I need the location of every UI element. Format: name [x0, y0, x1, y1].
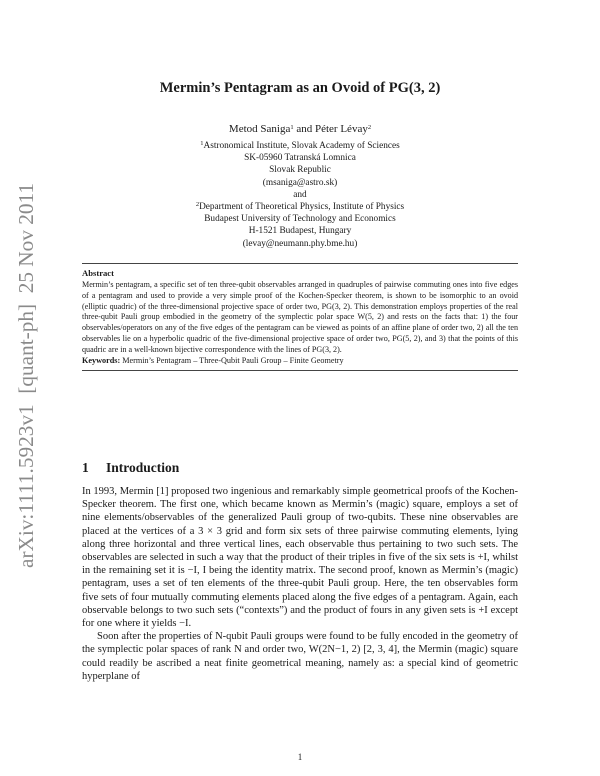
affiliation-marker: 2: [367, 124, 372, 131]
affiliation-line: Budapest University of Technology and Economics: [204, 214, 396, 225]
affiliation-marker: 1: [200, 140, 204, 147]
affiliation-line: Astronomical Institute, Slovak Academy of Sciences: [203, 141, 400, 151]
affiliation-line: Slovak Republic: [269, 165, 331, 176]
keywords-label: Keywords:: [82, 356, 121, 365]
paragraph: Soon after the properties of N-qubit Pauli groups were found to be fully encoded in the geometry of the symplectic polar spaces of rank N and order two, W(2N−1, 2) [2, 3, 4], the Mermin (magic) square could readily be ascribed a neat finite geometrical meaning, namely as: a special kind of geometric hyperplane of: [82, 631, 518, 682]
section-number: 1: [82, 460, 89, 475]
author-email[interactable]: (msaniga@astro.sk): [262, 177, 338, 188]
paper-title: Mermin’s Pentagram as an Ovoid of PG(3, 2): [159, 80, 441, 96]
paragraph: In 1993, Mermin [1] proposed two ingenious and remarkably simple geometrical proofs of the Kochen-Specker theorem. The first one, which became known as Mermin’s (magic) square, employs a set of nine elements/observables of the generalized Pauli group of two-qubits. These nine observables are placed at the vertices of a 3 × 3 grid and form six sets of three pairwise commuting elements, lying along three horizontal and three vertical lines, each observable thus pertaining to two such sets. The observables are selected in such a way that the product of their triples in five of the six sets is +I, whilst in the remaining set it is −I, I being the identity matrix. The second proof, known as Mermin’s (magic) pentagram, uses a set of ten elements of the three-qubit Pauli group. Here, the ten observables form five sets of four mutually commuting elements placed along the five edges of a pentagram. Again, each observable belongs to two such sets (“contexts”) and the product of fours in any given sets is +I except for one where it yields −I.: [82, 486, 518, 630]
affiliations: [0, 140, 600, 250]
author-name: Metod Saniga: [228, 123, 291, 135]
keywords-line: [82, 356, 518, 365]
arxiv-identifier-text: arXiv:1111.5923v1 [quant-ph] 25 Nov 2011: [14, 187, 38, 568]
affiliation-marker: 1: [290, 124, 294, 131]
author-name: Péter Lévay: [314, 123, 368, 135]
section-heading: [82, 460, 179, 476]
section-title: Introduction: [106, 460, 180, 475]
keywords-text: Mermin’s Pentagram – Three-Qubit Pauli Group – Finite Geometry: [120, 356, 344, 365]
abstract-bottom-rule: [82, 370, 518, 371]
abstract-heading: Abstract: [82, 268, 114, 278]
author-list: [0, 123, 600, 135]
affiliation-marker: 2: [195, 201, 200, 209]
affiliation-conjunction: and: [293, 189, 307, 200]
affiliation-line: H-1521 Budapest, Hungary: [248, 226, 352, 237]
abstract-top-rule: [82, 263, 518, 264]
abstract-text: Mermin’s pentagram, a specific set of ten three-qubit observables arranged in quadruples of pairwise commuting ones into five edges of a pentagram and used to provide a very simple proof of the Kochen-Specker theorem, is shown to be isomorphic to an ovoid (elliptic quadric) of the three-dimensional projective space of order two, PG(3, 2). This demonstration employs properties of the real three-qubit Pauli group embodied in the geometry of the symplectic polar space W(5, 2) and rests on the facts that: 1) the four observables/operators on any of the five edges of the pentagram can be viewed as points of an affine plane of order two, 2) all the ten observables lie on a hyperbolic quadric of the five-dimensional projective space of order two, PG(5, 2), and 3) that the points of this quadric are in a well-known bijective correspondence with the lines of PG(3, 2).: [82, 280, 518, 354]
affiliation-line: Department of Theoretical Physics, Institute of Physics: [199, 202, 405, 213]
affiliation-line: SK-05960 Tatranská Lomnica: [244, 153, 356, 164]
introduction-body: [82, 485, 518, 683]
author-joiner: and: [293, 123, 315, 135]
page-number: 1: [297, 752, 303, 762]
author-email[interactable]: (levay@neumann.phy.bme.hu): [242, 238, 358, 249]
